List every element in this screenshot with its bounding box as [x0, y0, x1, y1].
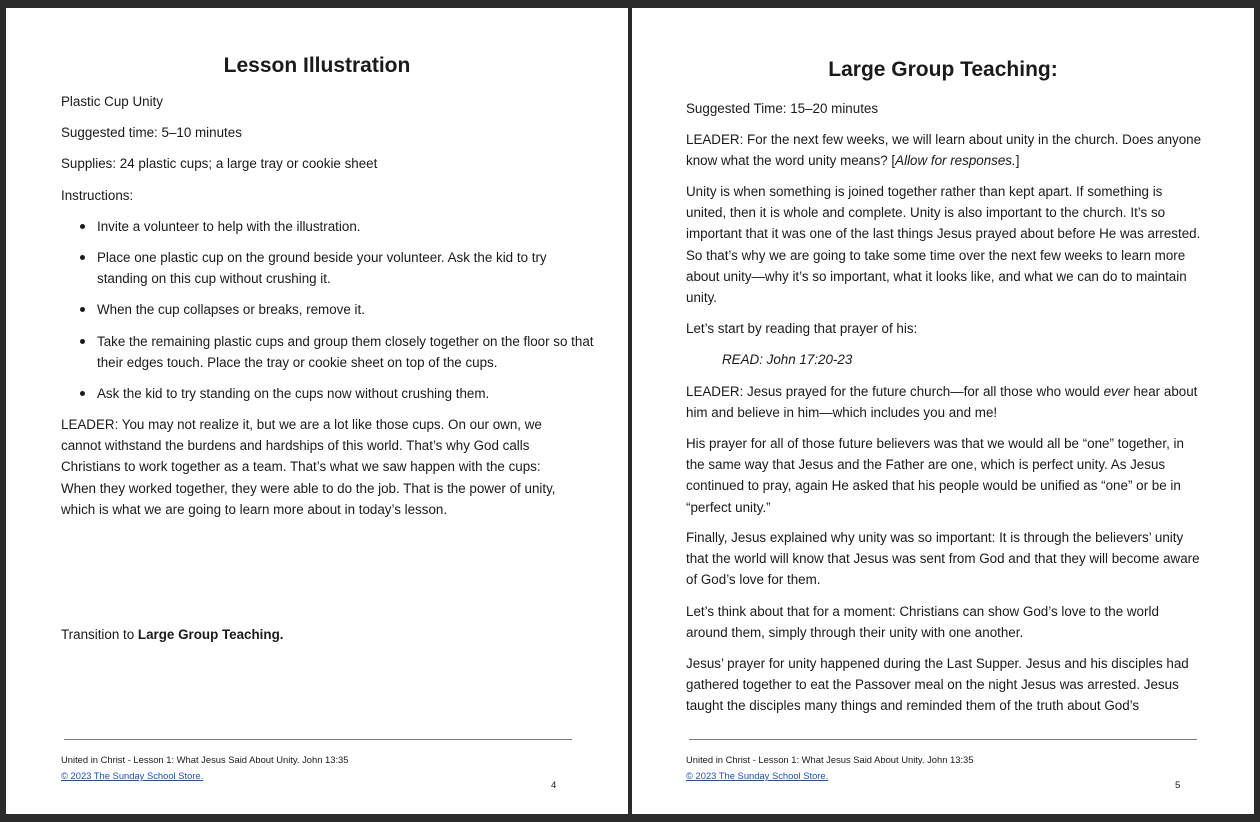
illustration-name: Plastic Cup Unity — [61, 94, 163, 109]
scripture-reading: READ: John 17:20-23 — [722, 352, 853, 367]
footer-text: United in Christ - Lesson 1: What Jesus Said About Unity. John 13:35 — [686, 754, 974, 765]
transition-target: Large Group Teaching. — [137, 627, 284, 642]
leader-intro: LEADER: For the next few weeks, we will learn about unity in the church. Does anyone know what the word unity means? [Allow for responses.] — [686, 132, 1202, 169]
page-number: 4 — [551, 780, 557, 791]
page-title: Lesson Illustration — [223, 54, 411, 77]
footer-divider — [64, 739, 572, 740]
footer-text: United in Christ - Lesson 1: What Jesus Said About Unity. John 13:35 — [61, 754, 349, 765]
paragraph: Finally, Jesus explained why unity was so important: It is through the believers’ unity that the world will know that Jesus was sent from God and that they will become aware of God’s love for them. — [686, 530, 1200, 588]
copyright-link[interactable]: © 2023 The Sunday School Store. — [61, 770, 204, 781]
copyright-link[interactable]: © 2023 The Sunday School Store. — [686, 770, 829, 781]
page-4 — [6, 8, 628, 814]
footer-divider — [689, 739, 1197, 740]
list-item: Take the remaining plastic cups and group them closely together on the floor so that their edges touch. Place the tray or cookie sheet on top of the cups. — [61, 331, 597, 373]
list-item: When the cup collapses or breaks, remove it. — [61, 299, 597, 320]
suggested-time: Suggested time: 5–10 minutes — [61, 125, 242, 140]
supplies: Supplies: 24 plastic cups; a large tray or cookie sheet — [61, 156, 378, 171]
leader-paragraph: LEADER: Jesus prayed for the future church—for all those who would ever hear about him and believe in him—which includes you and me! — [686, 384, 1198, 421]
list-item: Invite a volunteer to help with the illustration. — [61, 216, 597, 237]
list-item: Ask the kid to try standing on the cups now without crushing them. — [61, 383, 597, 404]
leader-text: LEADER: You may not realize it, but we are a lot like those cups. On our own, we cannot withstand the burdens and hardships of this world. That’s why God calls Christians to work together as a team. That’s what we saw happen with the cups: When they worked together, they were able to do the job. That is the power of unity, which is what we are going to learn more about in today’s lesson. — [61, 417, 556, 517]
page-title: Large Group Teaching: — [828, 58, 1058, 81]
paragraph: Let’s think about that for a moment: Christians can show God’s love to the world around them, simply through their unity with one another. — [686, 604, 1159, 641]
list-item: Place one plastic cup on the ground beside your volunteer. Ask the kid to try standing on this cup without crushing it. — [61, 247, 597, 289]
paragraph: Jesus’ prayer for unity happened during the Last Supper. Jesus and his disciples had gathered together to eat the Passover meal on the night Jesus was arrested. Jesus taught the disciples many things and reminded them of the truth about God’s — [686, 656, 1189, 714]
suggested-time: Suggested Time: 15–20 minutes — [686, 101, 879, 116]
paragraph: Unity is when something is joined together rather than kept apart. If something is united, then it is whole and complete. Unity is also important to the church. It’s so important that it was one of the last things Jesus prayed about before He was arrested. So that’s why we are going to take some time over the next few weeks to learn more about unity—why it’s so important, what it looks like, and what we can do to maintain unity. — [686, 184, 1201, 306]
page-5 — [632, 8, 1254, 814]
page-number: 5 — [1175, 780, 1181, 791]
paragraph: Let’s start by reading that prayer of his: — [686, 321, 918, 336]
instructions-label: Instructions: — [61, 188, 134, 203]
transition-text: Transition to Large Group Teaching. — [61, 627, 284, 642]
paragraph: His prayer for all of those future believers was that we would all be “one” together, in the same way that Jesus and the Father are one, which is perfect unity. As Jesus continued to pray, again He asked that his people would be unified as “one” or be in “perfect unity.” — [686, 436, 1184, 515]
